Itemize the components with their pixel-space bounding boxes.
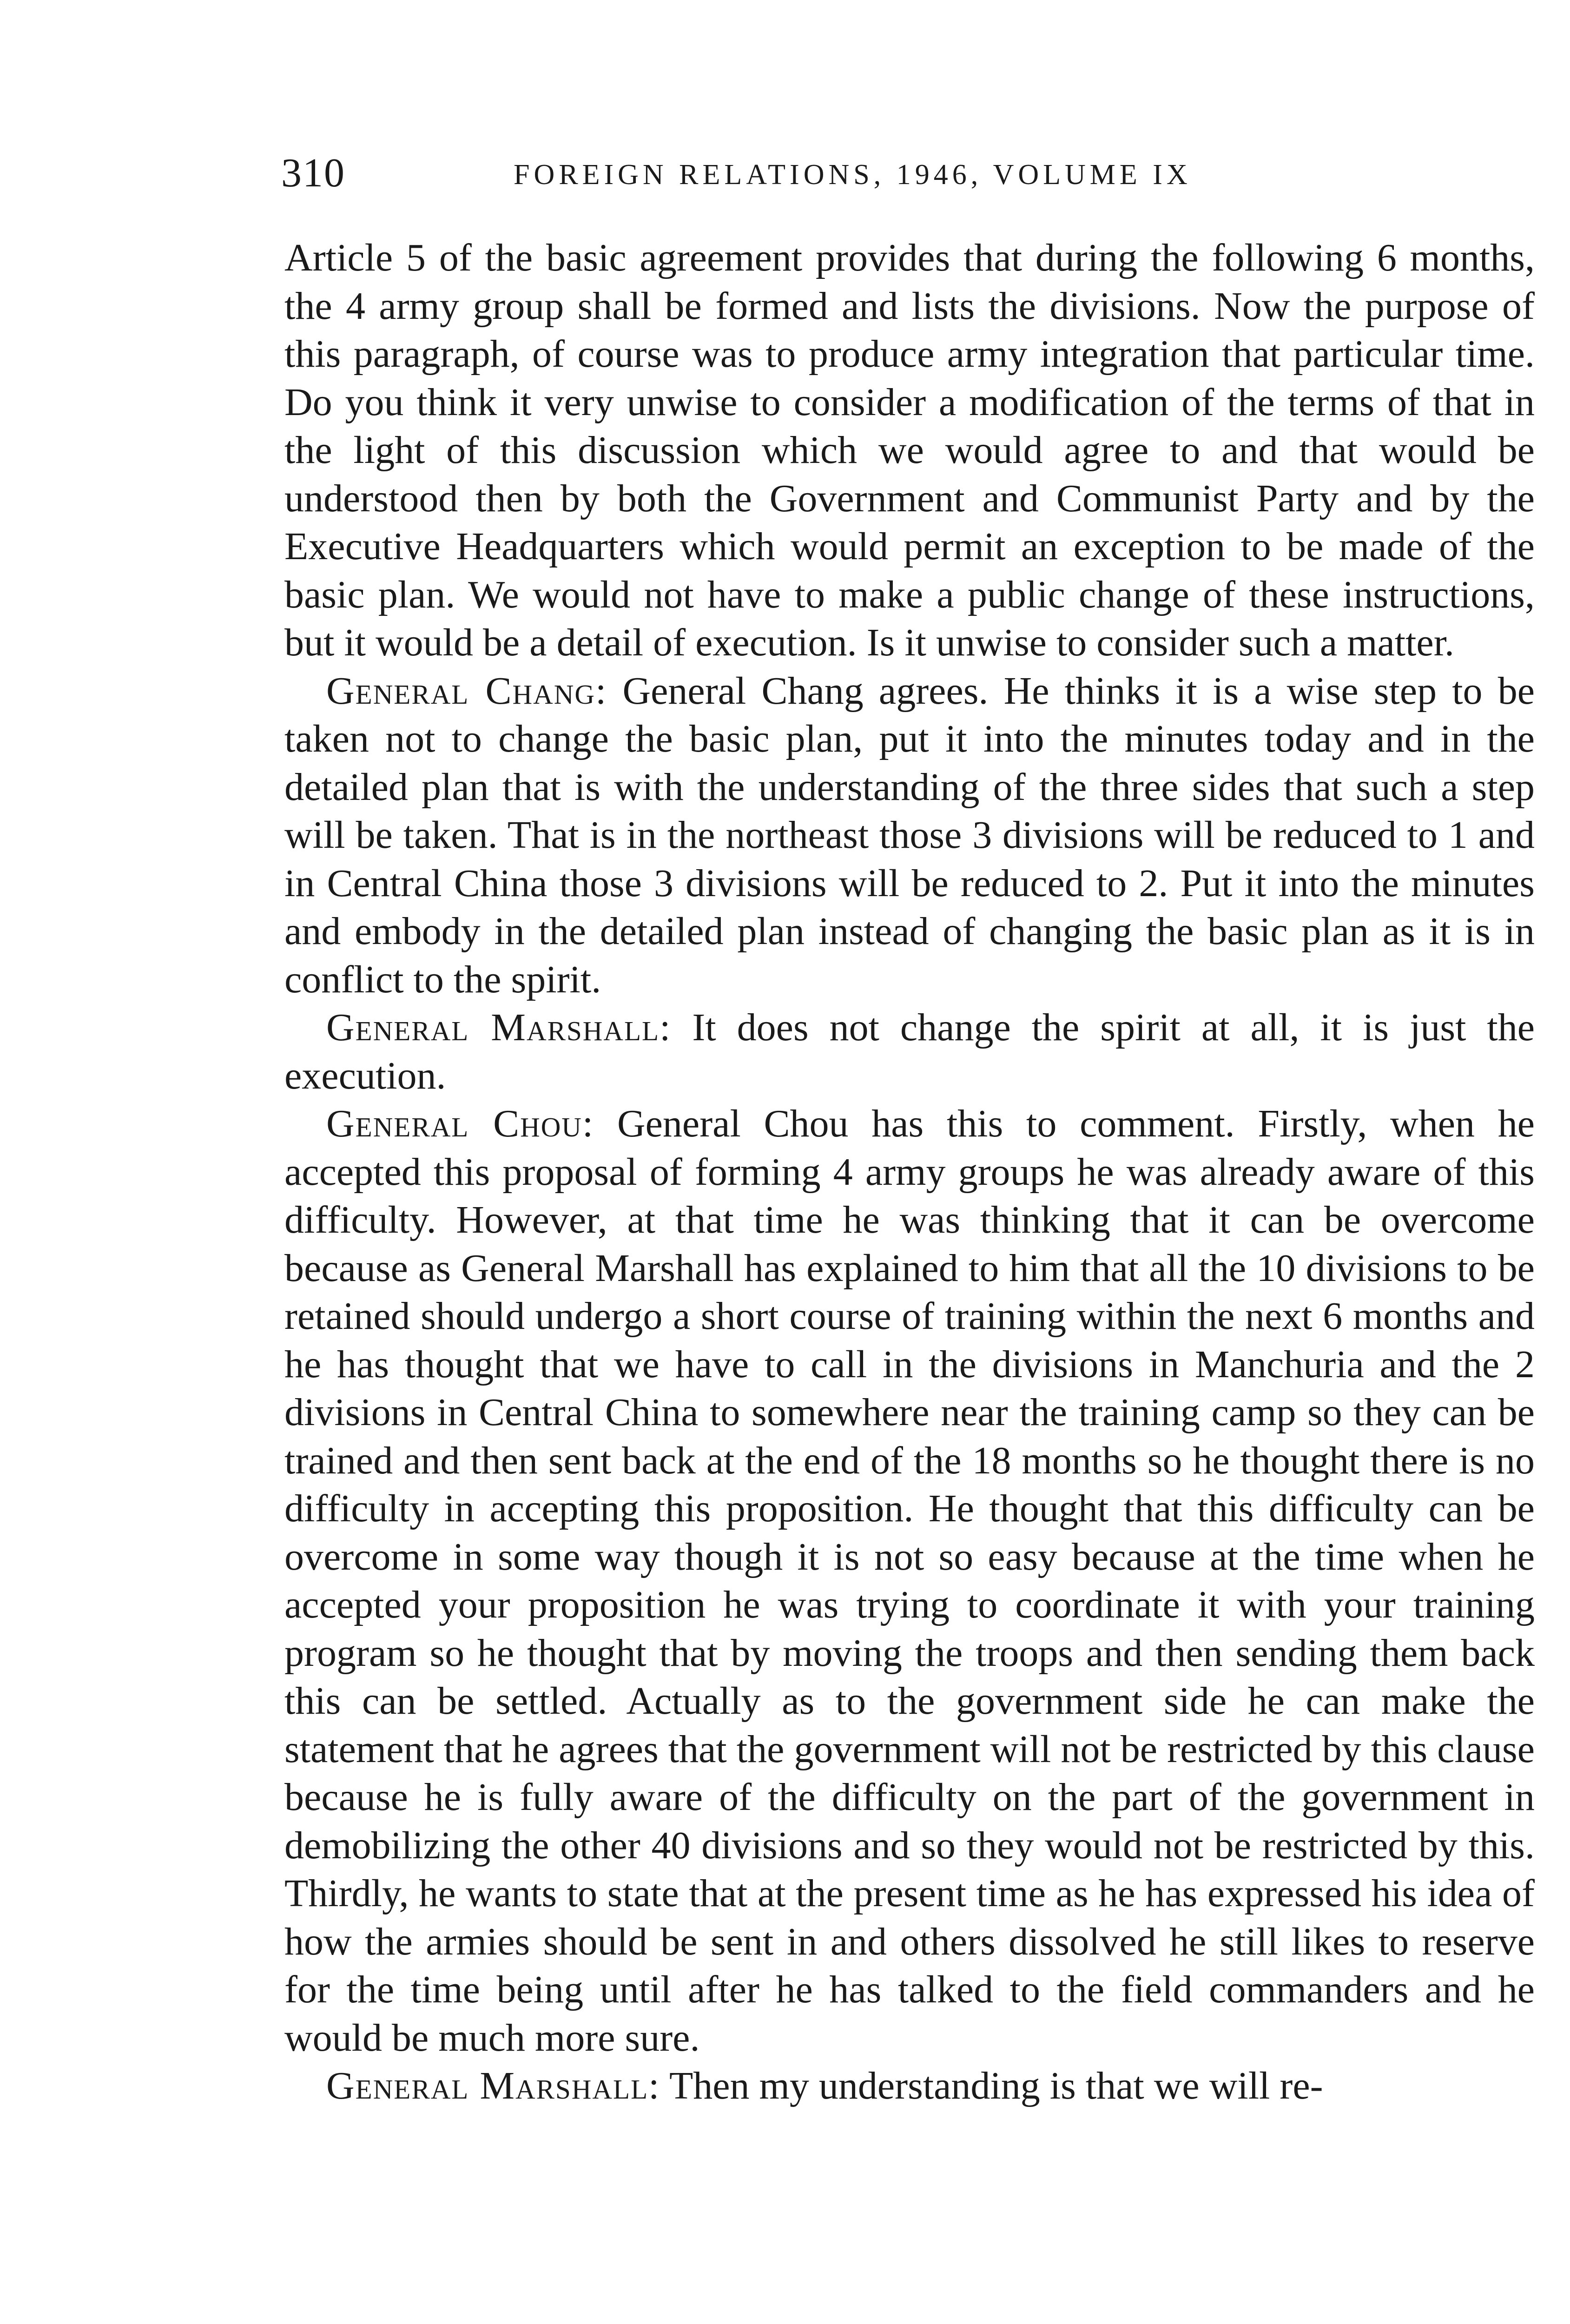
paragraph-text: Article 5 of the basic agreement provides that during the following 6 months, the 4 army group shall be formed and lists the divisions. Now the purpose of this paragraph, of course was to produce army integration that particular time. Do you think it very unwise to consider a modification of the terms of that in the light of this discussion which we would agree to and that would be understood then by both the Government and Communist Party and by the Executive Headquarters which would permit an exception to be made of the basic plan. We would not have to make a public change of these instructions, but it would be a detail of execution. Is it unwise to consider such a matter. (284, 236, 1535, 664)
paragraph-text: Then my understanding is that we will re- (669, 2064, 1323, 2107)
body-text (284, 234, 1535, 2110)
speaker-general-chou: General Chou: (326, 1102, 594, 1145)
running-head: FOREIGN RELATIONS, 1946, VOLUME IX (514, 159, 1192, 191)
paragraph-text: General Chou has this to comment. Firstly, when he accepted this proposal of forming 4 army groups he was already aware of this difficulty. However, at that time he was thinking that it can be overcome because as General Marshall has explained to him that all the 10 divisions to be retained should undergo a short course of training within the next 6 months and he has thought that we have to call in the divisions in Manchuria and the 2 divisions in Central China to somewhere near the training camp so they can be trained and then sent back at the end of the 18 months so he thought there is no difficulty in accepting this proposition. He thought that this difficulty can be overcome in some way though it is not so easy because at the time when he accepted your proposition he was trying to coordinate it with your training program so he thought that by moving the troops and then sending them back this can be settled. Actually as to the government side he can make the statement that he agrees that the government will not be restricted by this clause because he is fully aware of the difficulty on the part of the government in demobilizing the other 40 divisions and so they would not be restricted by this. Thirdly, he wants to state that at the present time as he has expressed his idea of how the armies should be sent in and others dissolved he still likes to reserve for the time being until after he has talked to the field commanders and he would be much more sure. (284, 1102, 1535, 2060)
paragraph-general-chou (284, 1100, 1535, 2062)
speaker-general-chang: General Chang: (326, 669, 607, 713)
speaker-general-marshall: General Marshall: (326, 1006, 672, 1049)
speaker-general-marshall: General Marshall: (326, 2064, 660, 2107)
page-number: 310 (281, 151, 345, 196)
page-header (281, 148, 1536, 199)
paragraph-text: It does not change the spirit at all, it is just the execution. (284, 1006, 1535, 1097)
paragraph-text: General Chang agrees. He thinks it is a wise step to be taken not to change the basic plan, put it into the minutes today and in the detailed plan that is with the understanding of the three sides that such a step will be taken. That is in the northeast those 3 divisions will be reduced to 1 and in Central China those 3 divisions will be reduced to 2. Put it into the minutes and embody in the detailed plan instead of changing the basic plan as it is in conflict to the spirit. (284, 669, 1535, 1001)
paragraph-general-marshall-final (284, 2062, 1535, 2110)
paragraph-general-chang (284, 667, 1535, 1004)
paragraph-article-5 (284, 234, 1535, 667)
paragraph-general-marshall (284, 1004, 1535, 1100)
